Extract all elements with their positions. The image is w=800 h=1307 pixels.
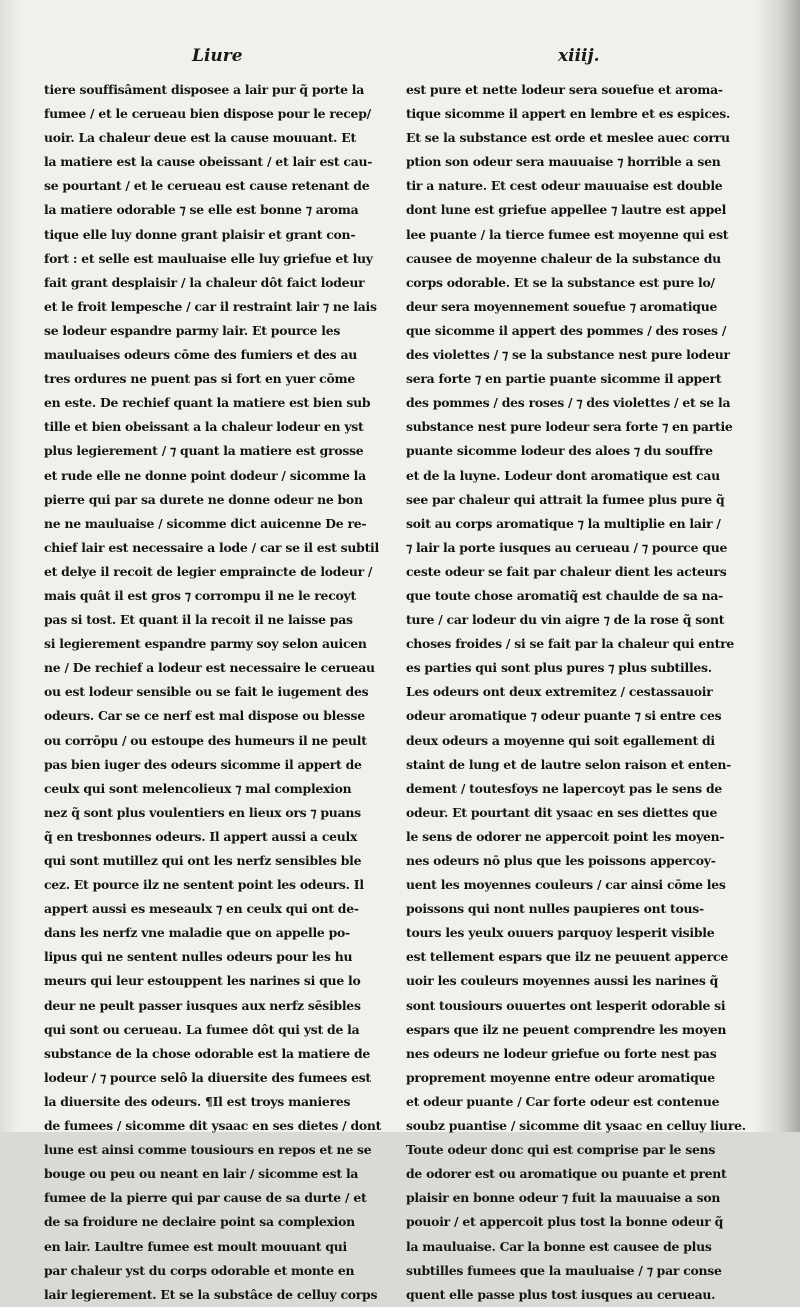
text-line: deur sera moyennement souefue ⁊ aromatique — [406, 298, 718, 314]
text-line: tiere souffisâment disposee a lair pur q̃ porte la — [44, 82, 365, 97]
text-line: que toute chose aromatiq̃ est chaulde de sa na- — [406, 587, 724, 603]
text-line: dont lune est griefue appellee ⁊ lautre est appel — [406, 202, 727, 218]
text-line: et odeur puante / Car forte odeur est contenue — [406, 1093, 720, 1109]
text-line: Et se la substance est orde et meslee auec corru — [406, 130, 730, 146]
text-column-left — [44, 78, 384, 1307]
text-line: deur ne peult passer iusques aux nerfz sēsibles — [44, 997, 361, 1013]
text-line: est tellement espars que ilz ne peuuent apperce — [406, 949, 728, 965]
text-line: est pure et nette lodeur sera souefue et aroma- — [406, 82, 723, 97]
text-line: see par chaleur qui attrait la fumee plus pure q̃ — [406, 491, 725, 507]
text-line: des pommes / des roses / ⁊ des violettes / et se la — [406, 395, 731, 411]
text-line: dement / toutesfoys ne lapercoyt pas le sens de — [406, 780, 722, 796]
text-line: tours les yeulx ouuers parquoy lesperit visible — [406, 925, 715, 941]
text-line: ne ne mauluaise / sicomme dict auicenne De re- — [44, 515, 367, 531]
text-line: soubz puantise / sicomme dit ysaac en celluy liure. — [406, 1118, 746, 1134]
text-line: staint de lung et de lautre selon raison et enten- — [406, 756, 732, 772]
text-line: ceste odeur se fait par chaleur dient les acteurs — [406, 563, 727, 579]
text-line: fumee / et le cerueau bien dispose pour le recep/ — [44, 106, 371, 122]
text-line: le sens de odorer ne appercoit point les moyen- — [406, 828, 725, 844]
gutter-shadow — [0, 0, 20, 1132]
text-line: meurs qui leur estouppent les narines si que lo — [44, 973, 361, 989]
text-line: et delye il recoit de legier empraincte de lodeur / — [44, 563, 373, 579]
running-head-right: xiiij. — [558, 46, 600, 66]
text-line: fort : et selle est mauluaise elle luy griefue et luy — [44, 250, 373, 266]
text-line: chief lair est necessaire a lode / car se il est subtil — [44, 539, 379, 555]
text-line: pas si tost. Et quant il la recoit il ne laisse pas — [44, 612, 353, 628]
text-line: cez. Et pource ilz ne sentent point les odeurs. Il — [44, 877, 364, 893]
text-line: odeur. Et pourtant dit ysaac en ses diettes que — [406, 804, 718, 820]
text-line: deux odeurs a moyenne qui soit egallement di — [406, 732, 715, 748]
text-line: choses froides / si se fait par la chaleur qui entre — [406, 636, 735, 652]
text-line: ou est lodeur sensible ou se fait le iugement des — [44, 684, 369, 700]
text-line: la diuersite des odeurs. ¶Il est troys manieres — [44, 1093, 351, 1109]
text-line: puante sicomme lodeur des aloes ⁊ du souffre — [406, 443, 713, 459]
text-line: ture / car lodeur du vin aigre ⁊ de la rose q̃ sont — [406, 612, 725, 628]
text-line: pouoir / et appercoit plus tost la bonne odeur q̃ — [406, 1214, 724, 1230]
text-line: tique sicomme il appert en lembre et es espices. — [406, 106, 731, 122]
text-line: plus legierement / ⁊ quant la matiere est grosse — [44, 443, 364, 459]
text-line: se pourtant / et le cerueau est cause retenant de — [44, 178, 370, 194]
text-line: qui sont mutillez qui ont les nerfz sensibles ble — [44, 853, 362, 868]
text-line: lodeur / ⁊ pource selô la diuersite des fumees est — [44, 1069, 371, 1085]
text-line: substance de la chose odorable est la matiere de — [44, 1045, 371, 1061]
text-line: dans les nerfz vne maladie que on appelle po- — [44, 925, 350, 941]
text-line: que sicomme il appert des pommes / des roses / — [406, 322, 727, 338]
text-line: nes odeurs ne lodeur griefue ou forte nest pas — [406, 1045, 717, 1061]
text-line: et le froit lempesche / car il restraint lair ⁊ ne lais — [44, 298, 377, 314]
text-line: uoir les couleurs moyennes aussi les narines q̃ — [406, 973, 719, 989]
text-line: qui sont ou cerueau. La fumee dôt qui yst de la — [44, 1021, 360, 1037]
text-line: bouge ou peu ou neant en lair / sicomme est la — [44, 1166, 359, 1182]
text-line: causee de moyenne chaleur de la substance du — [406, 250, 721, 266]
text-line: appert aussi es meseaulx ⁊ en ceulx qui ont de- — [44, 901, 359, 917]
text-column-right — [406, 78, 748, 1307]
text-line: ⁊ lair la porte iusques au cerueau / ⁊ pource que — [406, 539, 728, 555]
text-line: tille et bien obeissant a la chaleur lodeur en yst — [44, 419, 364, 435]
text-line: ou corrōpu / ou estoupe des humeurs il ne peult — [44, 732, 367, 748]
text-line: plaisir en bonne odeur ⁊ fuit la mauuaise a son — [406, 1190, 721, 1206]
text-line: es parties qui sont plus pures ⁊ plus subtilles. — [406, 660, 712, 676]
page-edge-shadow — [754, 0, 800, 1132]
text-line: de odorer est ou aromatique ou puante et prent — [406, 1166, 727, 1182]
text-line: q̃ en tresbonnes odeurs. Il appert aussi a ceulx — [44, 828, 358, 844]
text-line: par chaleur yst du corps odorable et monte en — [44, 1262, 355, 1278]
text-line: espars que ilz ne peuent comprendre les moyen — [406, 1021, 727, 1037]
text-line: la matiere est la cause obeissant / et lair est cau- — [44, 154, 373, 170]
text-line: lune est ainsi comme tousiours en repos et ne se — [44, 1142, 372, 1158]
text-line: en este. De rechief quant la matiere est bien sub — [44, 395, 371, 411]
text-line: uent les moyennes couleurs / car ainsi cōme les — [406, 877, 726, 893]
text-line: poissons qui nont nulles paupieres ont tous- — [406, 901, 704, 917]
text-line: fait grant desplaisir / la chaleur dôt faict lodeur — [44, 274, 365, 290]
text-line: pierre qui par sa durete ne donne odeur ne bon — [44, 491, 363, 507]
text-line: soit au corps aromatique ⁊ la multiplie en lair / — [406, 515, 721, 531]
text-line: mais quât il est gros ⁊ corrompu il ne le recoyt — [44, 587, 356, 603]
text-line: subtilles fumees que la mauluaise / ⁊ par conse — [406, 1262, 722, 1278]
text-line: uoir. La chaleur deue est la cause mouuant. Et — [44, 130, 356, 146]
text-line: ption son odeur sera mauuaise ⁊ horrible a sen — [406, 154, 721, 170]
text-line: Les odeurs ont deux extremitez / cestassauoir — [406, 684, 713, 700]
text-line: en lair. Laultre fumee est moult mouuant qui — [44, 1238, 347, 1254]
text-line: proprement moyenne entre odeur aromatique — [406, 1069, 715, 1085]
text-line: fumee de la pierre qui par cause de sa durte / et — [44, 1190, 367, 1206]
text-line: corps odorable. Et se la substance est pure lo/ — [406, 274, 715, 290]
text-line: sont tousiours ouuertes ont lesperit odorable si — [406, 997, 726, 1013]
text-line: ceulx qui sont melencolieux ⁊ mal complexion — [44, 780, 352, 796]
text-line: se lodeur espandre parmy lair. Et pource les — [44, 322, 341, 338]
text-line: Toute odeur donc qui est comprise par le sens — [406, 1142, 716, 1158]
text-line: ne / De rechief a lodeur est necessaire le cerueau — [44, 660, 375, 676]
text-line: la mauluaise. Car la bonne est causee de plus — [406, 1238, 712, 1254]
text-line: pas bien iuger des odeurs sicomme il appert de — [44, 756, 362, 772]
text-line: des violettes / ⁊ se la substance nest pure lodeur — [406, 347, 730, 363]
text-line: quent elle passe plus tost iusques au cerueau. — [406, 1286, 716, 1302]
text-line: odeur aromatique ⁊ odeur puante ⁊ si entre ces — [406, 708, 722, 724]
text-line: si legierement espandre parmy soy selon auicen — [44, 636, 367, 652]
text-line: et de la luyne. Lodeur dont aromatique est cau — [406, 467, 720, 483]
text-line: tir a nature. Et cest odeur mauuaise est double — [406, 178, 723, 194]
text-line: sera forte ⁊ en partie puante sicomme il appert — [406, 371, 722, 387]
text-line: tres ordures ne puent pas si fort en yuer cōme — [44, 371, 355, 387]
text-line: tique elle luy donne grant plaisir et grant con- — [44, 226, 356, 242]
text-line: de fumees / sicomme dit ysaac en ses dietes / dont — [44, 1118, 382, 1134]
text-line: nez q̃ sont plus voulentiers en lieux ors ⁊ puans — [44, 804, 361, 820]
text-line: et rude elle ne donne point dodeur / sicomme la — [44, 467, 366, 483]
text-line: lipus qui ne sentent nulles odeurs pour les hu — [44, 949, 353, 965]
text-line: de sa froidure ne declaire point sa complexion — [44, 1214, 355, 1230]
text-line: nes odeurs nō plus que les poissons appercoy- — [406, 853, 716, 868]
running-head-left: Liure — [192, 46, 243, 66]
text-line: mauluaises odeurs cōme des fumiers et des au — [44, 347, 357, 363]
text-line: substance nest pure lodeur sera forte ⁊ en partie — [406, 419, 733, 435]
text-line: odeurs. Car se ce nerf est mal dispose ou blesse — [44, 708, 365, 724]
text-line: lair legierement. Et se la substâce de celluy corps — [44, 1286, 378, 1302]
text-line: lee puante / la tierce fumee est moyenne qui est — [406, 226, 729, 242]
text-line: la matiere odorable ⁊ se elle est bonne ⁊ aroma — [44, 202, 359, 218]
